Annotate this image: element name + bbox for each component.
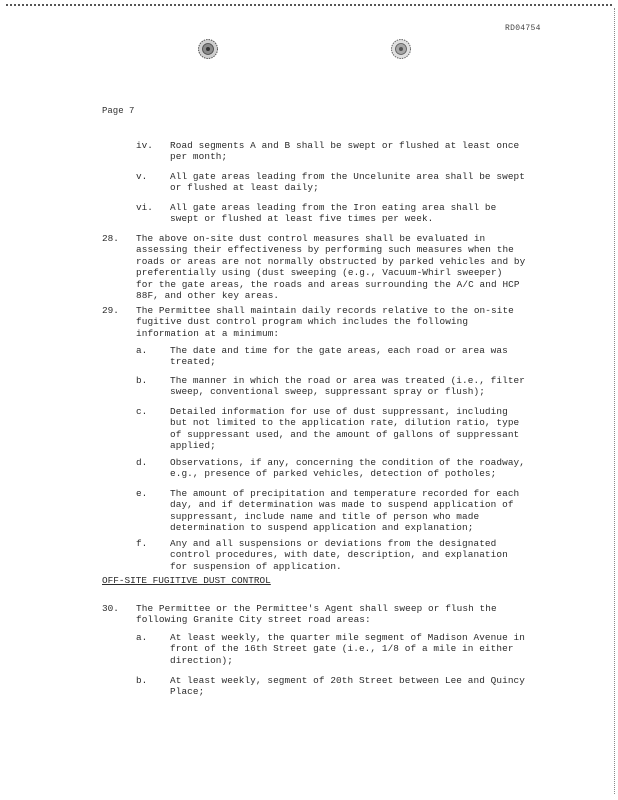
list-item: The amount of precipitation and temperature recorded for each day, and if determination was made to suspend application of suppressant, include name and title of person who made determination to suspend application and explanation; <box>170 488 520 534</box>
left-seal-icon <box>197 38 219 60</box>
item-number: b. <box>136 375 148 386</box>
list-item: The date and time for the gate areas, each road or area was treated; <box>170 345 508 368</box>
item-number: c. <box>136 406 148 417</box>
list-item: Road segments A and B shall be swept or flushed at least once per month; <box>170 140 520 163</box>
item-number: b. <box>136 675 148 686</box>
list-item: All gate areas leading from the Uncelunite area shall be swept or flushed at least daily; <box>170 171 526 194</box>
paragraph-number: 29. <box>102 305 119 316</box>
item-number: d. <box>136 457 148 468</box>
section-heading: OFF-SITE FUGITIVE DUST CONTROL <box>102 575 271 586</box>
item-number: f. <box>136 538 148 549</box>
top-scan-border <box>6 4 612 6</box>
item-number: a. <box>136 632 148 643</box>
list-item: The manner in which the road or area was treated (i.e., filter sweep, conventional sweep, suppressant spray or flush); <box>170 375 526 398</box>
list-item: Any and all suspensions or deviations from the designated control procedures, with date, description, and explanation for suspension of application. <box>170 538 508 572</box>
paragraph-number: 28. <box>102 233 119 244</box>
page-number: Page 7 <box>102 106 135 116</box>
item-number: a. <box>136 345 148 356</box>
paragraph-number: 30. <box>102 603 119 614</box>
list-item: All gate areas leading from the Iron eating area shall be swept or flushed at least five times per week. <box>170 202 497 225</box>
paragraph: The Permittee shall maintain daily records relative to the on-site fugitive dust control program which includes the following information at a minimum: <box>136 305 514 339</box>
right-scan-border <box>614 8 615 794</box>
list-item: At least weekly, the quarter mile segment of Madison Avenue in front of the 16th Street gate (i.e., 1/8 of a mile in either direction); <box>170 632 526 666</box>
right-seal-icon <box>390 38 412 60</box>
item-number: e. <box>136 488 148 499</box>
item-number: iv. <box>136 140 153 151</box>
paragraph: The above on-site dust control measures shall be evaluated in assessing their effectiveness by performing such measures when the roads or areas are not normally obstructed by parked vehicles and by preferentially using (dust sweeping (e.g., Vacuum-Whirl sweeper) for the gate areas, the roads and areas surrounding the A/C and HCP 88F, and other key areas. <box>136 233 526 302</box>
list-item: At least weekly, segment of 20th Street between Lee and Quincy Place; <box>170 675 526 698</box>
item-number: v. <box>136 171 148 182</box>
paragraph: The Permittee or the Permittee's Agent shall sweep or flush the following Granite City street road areas: <box>136 603 497 626</box>
list-item: Observations, if any, concerning the condition of the roadway, e.g., presence of parked vehicles, detection of potholes; <box>170 457 526 480</box>
item-number: vi. <box>136 202 153 213</box>
list-item: Detailed information for use of dust suppressant, including but not limited to the application rate, dilution ratio, type of suppressant used, and the amount of gallons of suppressant applied; <box>170 406 520 452</box>
document-id: RD04754 <box>505 24 541 33</box>
